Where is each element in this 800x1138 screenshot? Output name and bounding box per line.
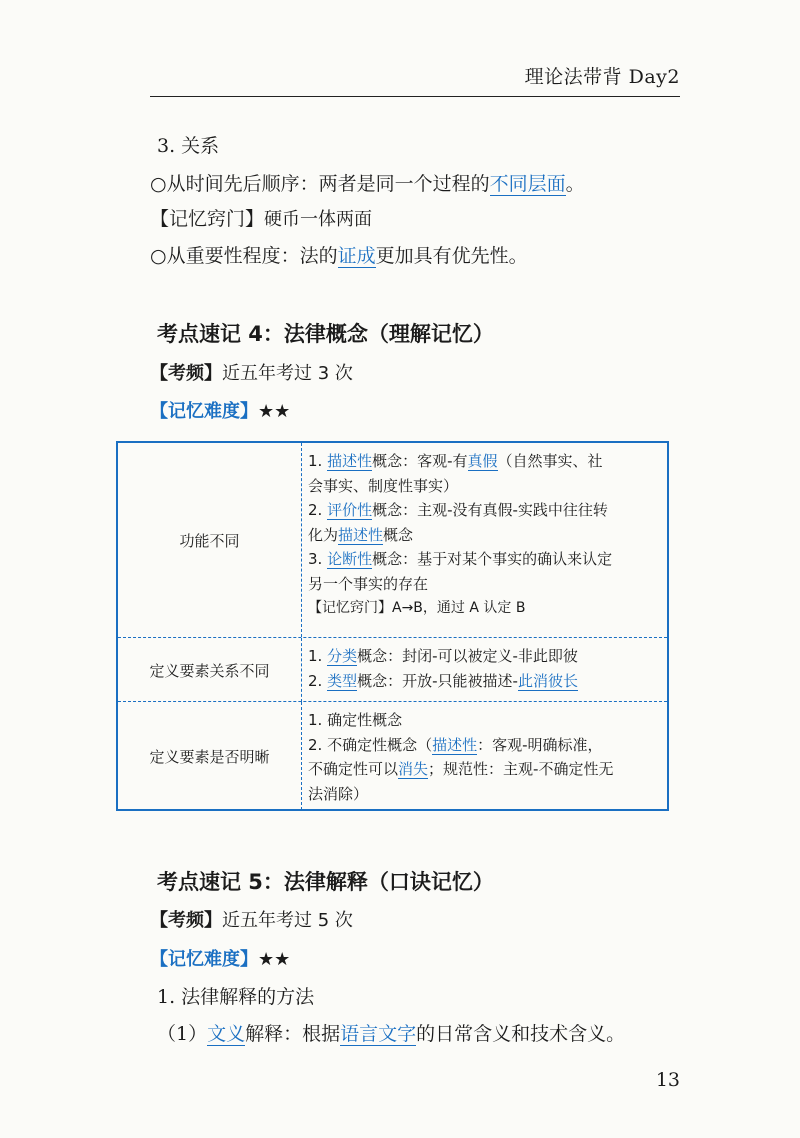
kp4-heading: 考点速记 4：法律概念（理解记忆）: [157, 322, 494, 346]
running-header: 理论法带背 Day2: [524, 66, 680, 88]
row-label: 定义要素是否明晰: [118, 702, 302, 810]
kp5-difficulty: 【记忆难度】★★: [150, 949, 291, 970]
kp4-frequency: 【考频】近五年考过 3 次: [150, 363, 353, 384]
kp4-difficulty: 【记忆难度】★★: [150, 401, 291, 422]
relation-point-time: ○从时间先后顺序：两者是同一个过程的不同层面。: [150, 173, 585, 195]
underlined-term: 不同层面: [489, 173, 566, 195]
concept-table: [116, 441, 669, 811]
row-label: 功能不同: [118, 443, 302, 637]
row-label: 定义要素关系不同: [118, 638, 302, 702]
kp5-heading: 考点速记 5：法律解释（口诀记忆）: [157, 870, 494, 894]
table-row: [118, 701, 667, 810]
kp5-subtitle: 1. 法律解释的方法: [157, 986, 315, 1008]
table-row: [118, 443, 667, 637]
row-content: 1. 确定性概念 2. 不确定性概念（描述性：客观-明确标准， 不确定性可以消失；规范性：主观-不确定性无 法消除）: [308, 711, 614, 803]
star-rating: ★★: [258, 401, 291, 422]
underlined-term: 语言文字: [340, 1023, 417, 1045]
relation-memo: 【记忆窍门】硬币一体两面: [150, 208, 373, 230]
underlined-term: 文义: [207, 1023, 246, 1045]
relation-title: 3. 关系: [157, 135, 220, 157]
kp5-frequency: 【考频】近五年考过 5 次: [150, 910, 353, 931]
row-content: 1. 描述性概念：客观-有真假（自然事实、社 会事实、制度性事实） 2. 评价性概念：主观-没有真假-实践中往往转 化为描述性概念 3. 论断性概念：基于对某个事实的确认来认定 另一个事实的存在 【记忆窍门】A→B，通过 A 认定 B: [308, 452, 613, 616]
relation-point-importance: ○从重要性程度：法的证成更加具有优先性。: [150, 245, 528, 267]
star-rating: ★★: [258, 949, 291, 970]
page-number: 13: [655, 1069, 680, 1091]
header-rule: [150, 96, 680, 97]
table-row: [118, 637, 667, 702]
kp5-item-literal: （1）文义解释：根据语言文字的日常含义和技术含义。: [157, 1023, 626, 1045]
row-content: 1. 分类概念：封闭-可以被定义-非此即彼 2. 类型概念：开放-只能被描述-此消彼长: [308, 647, 578, 690]
underlined-term: 证成: [337, 245, 376, 267]
